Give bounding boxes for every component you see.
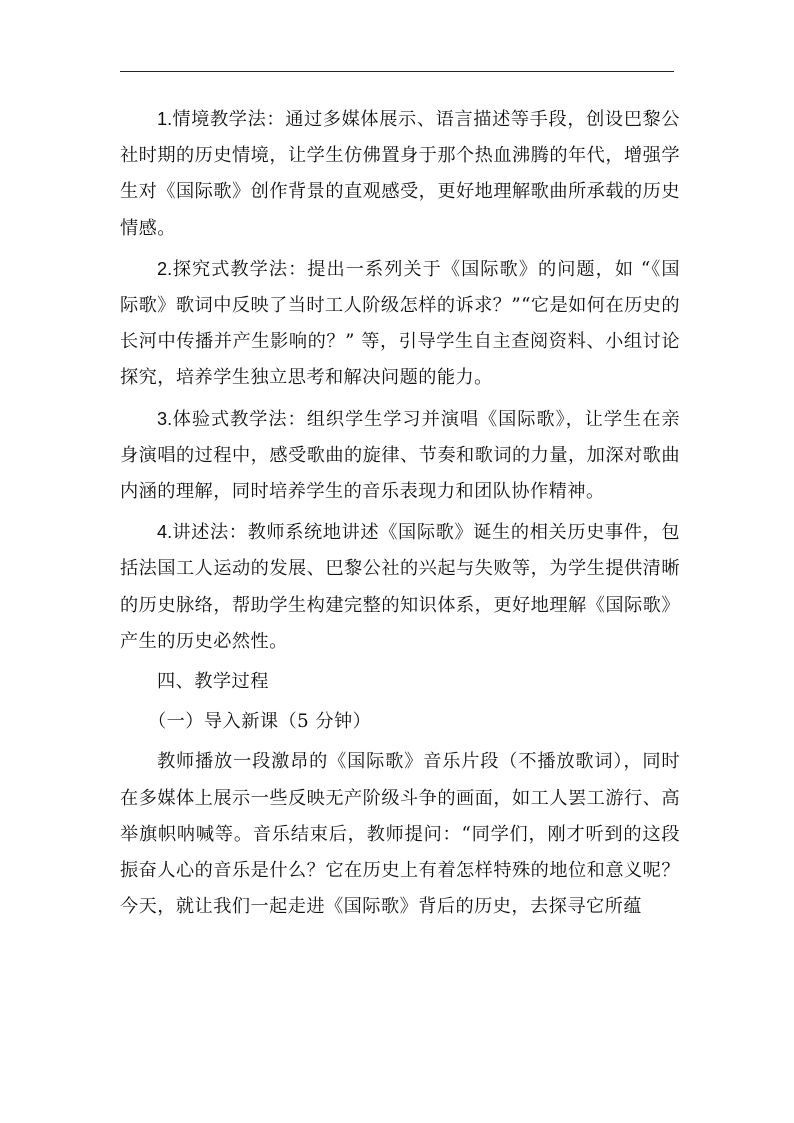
intro-paragraph: 教师播放一段激昂的《国际歌》音乐片段（不播放歌词），同时在多媒体上展示一些反映无产阶级斗争的画面，如工人罢工游行、高举旗帜呐喊等。音乐结束后，教师提问：“同学们，刚才听到的这段振奋人心的音乐是什么？它在历史上有着怎样特殊的地位和意义呢？今天，就让我们一起走进《国际歌》背后的历史，去探寻它所蕴 bbox=[120, 751, 680, 918]
item-number: 4. bbox=[157, 522, 173, 543]
method-item-4 bbox=[120, 514, 680, 660]
method-item-1 bbox=[120, 101, 680, 247]
method-item-2 bbox=[120, 251, 680, 397]
subsection-heading: （一）导入新课（5 分钟） bbox=[148, 711, 372, 733]
item-number: 3. bbox=[157, 408, 173, 429]
item-text: 讲述法：教师系统地讲述《国际歌》诞生的相关历史事件，包括法国工人运动的发展、巴黎公社的兴起与失败等，为学生提供清晰的历史脉络，帮助学生构建完整的知识体系，更好地理解《国际歌》产生的历史必然性。 bbox=[120, 522, 680, 652]
method-item-3 bbox=[120, 401, 680, 511]
header-rule bbox=[120, 71, 674, 72]
document-body bbox=[120, 101, 680, 925]
item-text: 情境教学法：通过多媒体展示、语言描述等手段，创设巴黎公社时期的历史情境，让学生仿佛置身于那个热血沸腾的年代，增强学生对《国际歌》创作背景的直观感受，更好地理解歌曲所承载的历史情感。 bbox=[120, 109, 680, 239]
item-text: 探究式教学法：提出一系列关于《国际歌》的问题，如 “《国际歌》歌词中反映了当时工人阶级怎样的诉求？”“它是如何在历史的长河中传播并产生影响的？” 等，引导学生自主查阅资料、小组讨论探究，培养学生独立思考和解决问题的能力。 bbox=[120, 258, 680, 389]
item-number: 2. bbox=[157, 258, 173, 279]
section-heading: 四、教学过程 bbox=[157, 671, 269, 693]
item-text: 体验式教学法：组织学生学习并演唱《国际歌》，让学生在亲身演唱的过程中，感受歌曲的旋律、节奏和歌词的力量，加深对歌曲内涵的理解，同时培养学生的音乐表现力和团队协作精神。 bbox=[120, 408, 680, 503]
item-number: 1. bbox=[157, 109, 173, 129]
